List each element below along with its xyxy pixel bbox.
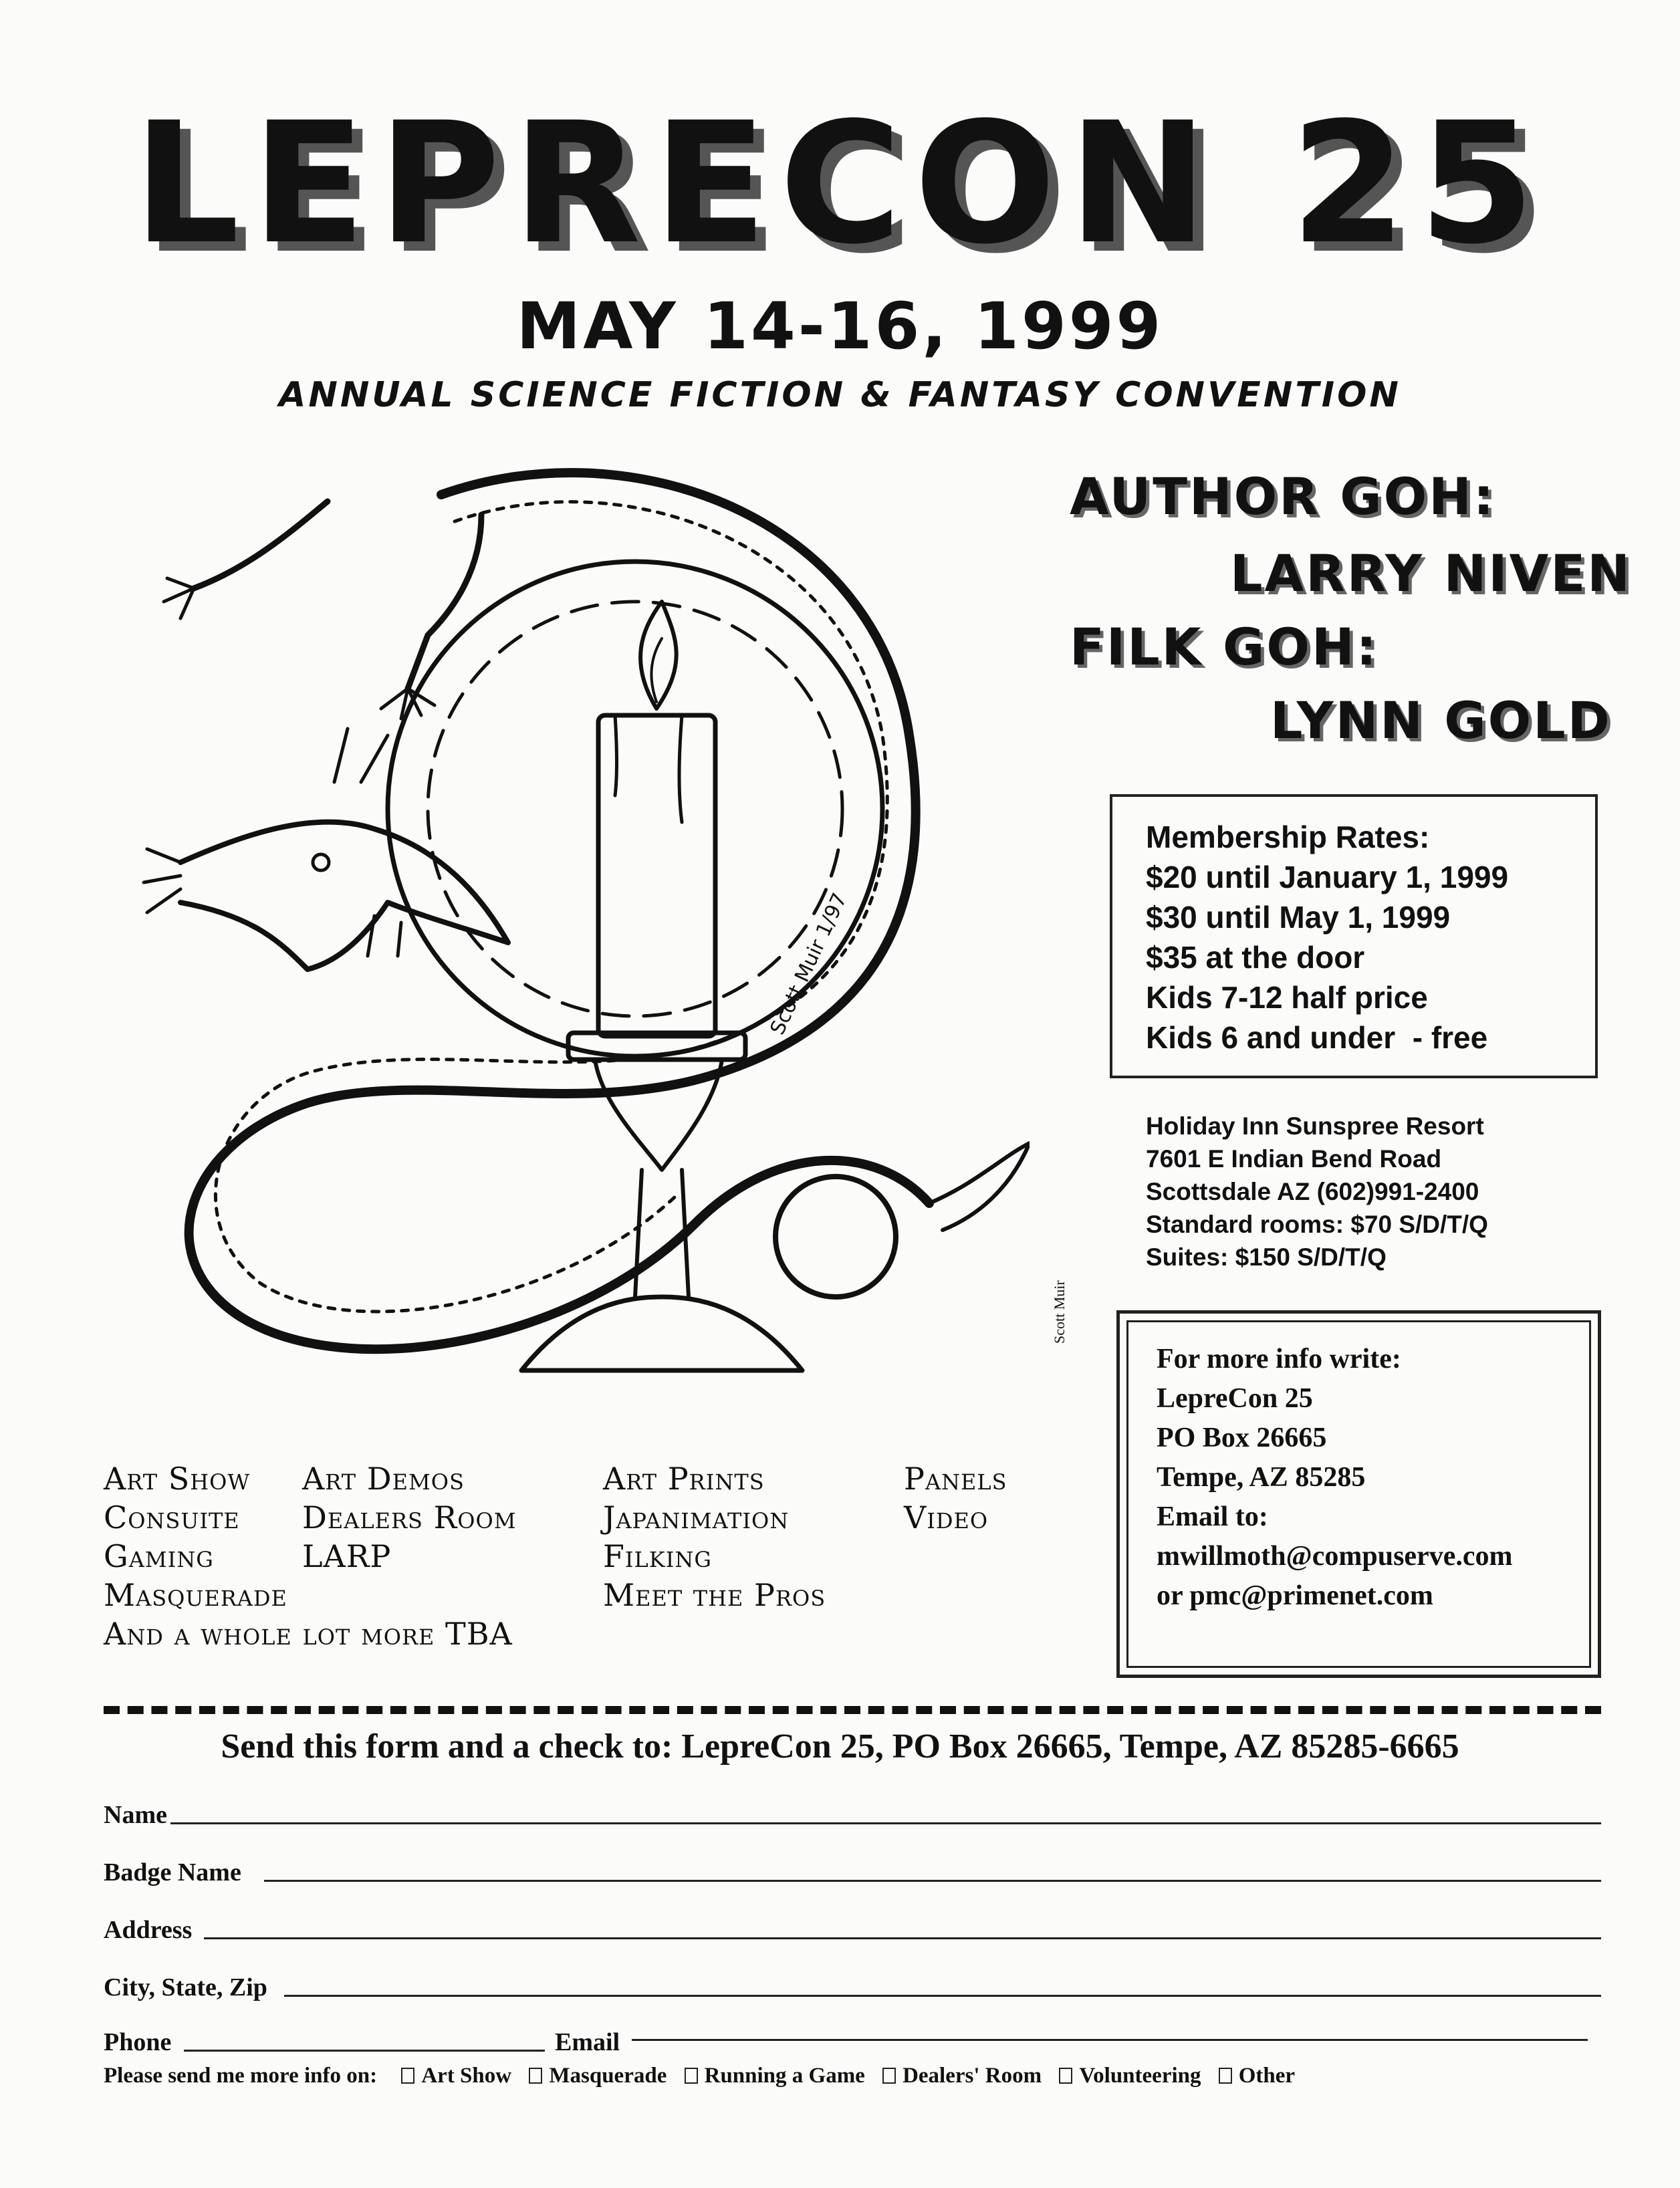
- contact-line: Tempe, AZ 85285: [1157, 1462, 1366, 1493]
- option-label: Dealers' Room: [903, 2064, 1042, 2088]
- dragon-candle-illustration: [107, 435, 1030, 1417]
- option-label: Masquerade: [549, 2064, 667, 2088]
- activity-item: Filking: [603, 1538, 712, 1574]
- hotel-city-phone: Scottsdale AZ (602)991-2400: [1146, 1178, 1479, 1205]
- contact-line: LepreCon 25: [1157, 1383, 1313, 1414]
- activities-column-3: [603, 1459, 826, 1614]
- contact-line: For more info write:: [1157, 1344, 1401, 1374]
- contact-email: or pmc@primenet.com: [1157, 1580, 1433, 1611]
- hotel-name: Holiday Inn Sunspree Resort: [1146, 1112, 1484, 1140]
- option-art-show[interactable]: [401, 2064, 511, 2088]
- address-label: Address: [104, 1916, 193, 1944]
- membership-rates-box: [1110, 794, 1598, 1078]
- checkbox[interactable]: [529, 2068, 542, 2084]
- event-title: LEPRECON 25: [133, 86, 1547, 281]
- hotel-suite-rate: Suites: $150 S/D/T/Q: [1146, 1243, 1387, 1271]
- activities-more: And a whole lot more TBA: [104, 1616, 513, 1652]
- event-dates: MAY 14-16, 1999: [516, 289, 1164, 364]
- checkbox[interactable]: [1219, 2068, 1232, 2084]
- address-field[interactable]: [204, 1937, 1601, 1939]
- contact-info-box: [1116, 1310, 1601, 1678]
- artist-credit: Scott Muir: [1051, 1280, 1068, 1344]
- activities-column-4: [904, 1459, 1007, 1537]
- hotel-info: [1146, 1110, 1488, 1273]
- activity-item: Panels: [904, 1461, 1007, 1497]
- activity-item: Dealers Room: [302, 1499, 517, 1536]
- name-field[interactable]: [170, 1822, 1601, 1824]
- rate-item: $35 at the door: [1146, 940, 1365, 975]
- option-dealers-room[interactable]: [882, 2064, 1042, 2088]
- badge-name-field[interactable]: [264, 1880, 1601, 1882]
- event-subtitle: ANNUAL SCIENCE FICTION & FANTASY CONVENTION: [279, 375, 1401, 415]
- activity-item: Art Demos: [302, 1461, 465, 1497]
- checkbox[interactable]: [685, 2068, 698, 2084]
- option-masquerade[interactable]: [529, 2064, 667, 2088]
- membership-heading: Membership Rates:: [1146, 820, 1430, 854]
- author-goh-name: LARRY NIVEN: [1230, 543, 1632, 603]
- info-request-row: [104, 2063, 1295, 2090]
- option-label: Volunteering: [1079, 2064, 1201, 2088]
- phone-label: Phone: [104, 2028, 172, 2056]
- activity-item: Japanimation: [603, 1499, 790, 1536]
- option-volunteering[interactable]: [1059, 2064, 1201, 2088]
- activity-item: Masquerade: [104, 1577, 287, 1613]
- artist-signature: Scott Muir 1/97: [765, 889, 852, 1039]
- filk-goh-label: FILK GOH:: [1070, 617, 1378, 677]
- name-label: Name: [104, 1801, 167, 1829]
- option-label: Running a Game: [704, 2064, 865, 2088]
- checkbox[interactable]: [882, 2068, 896, 2084]
- activities-column-2: [302, 1459, 516, 1576]
- hotel-standard-rate: Standard rooms: $70 S/D/T/Q: [1146, 1211, 1488, 1238]
- contact-line: Email to:: [1157, 1501, 1268, 1532]
- author-goh-label: AUTHOR GOH:: [1070, 467, 1496, 526]
- send-form-instructions: Send this form and a check to: LepreCon 25, PO Box 26665, Tempe, AZ 85285-6665: [221, 1727, 1459, 1766]
- activity-item: Art Prints: [603, 1461, 765, 1497]
- activity-item: Art Show: [104, 1461, 251, 1497]
- city-state-zip-label: City, State, Zip: [104, 1973, 267, 2001]
- activity-item: Gaming: [104, 1538, 214, 1574]
- checkbox[interactable]: [401, 2068, 414, 2084]
- phone-field[interactable]: [184, 2050, 545, 2052]
- activity-item: Video: [904, 1499, 989, 1536]
- filk-goh-name: LYNN GOLD: [1270, 691, 1612, 750]
- rate-item: $20 until January 1, 1999: [1146, 860, 1509, 894]
- checkbox[interactable]: [1059, 2068, 1072, 2084]
- hotel-address: 7601 E Indian Bend Road: [1146, 1145, 1442, 1173]
- cut-line-divider: [104, 1706, 1601, 1714]
- contact-email: mwillmoth@compuserve.com: [1157, 1541, 1513, 1572]
- contact-line: PO Box 26665: [1157, 1423, 1327, 1453]
- city-state-zip-field[interactable]: [284, 1995, 1601, 1997]
- option-label: Art Show: [421, 2064, 512, 2088]
- badge-name-label: Badge Name: [104, 1858, 241, 1887]
- email-label: Email: [555, 2028, 620, 2056]
- rate-item: $30 until May 1, 1999: [1146, 900, 1451, 935]
- activity-item: Consuite: [104, 1499, 240, 1536]
- activity-item: Meet the Pros: [603, 1577, 826, 1613]
- contact-info-inner: [1126, 1320, 1591, 1668]
- info-request-prompt: Please send me more info on:: [104, 2064, 378, 2088]
- rate-item: Kids 7-12 half price: [1146, 980, 1428, 1015]
- activities-column-1: [104, 1459, 287, 1614]
- email-field[interactable]: [632, 2039, 1588, 2041]
- option-label: Other: [1238, 2064, 1296, 2088]
- option-other[interactable]: [1219, 2064, 1295, 2088]
- rate-item: Kids 6 and under - free: [1146, 1020, 1488, 1055]
- option-running-a-game[interactable]: [685, 2064, 865, 2088]
- activity-item: LARP: [302, 1538, 392, 1574]
